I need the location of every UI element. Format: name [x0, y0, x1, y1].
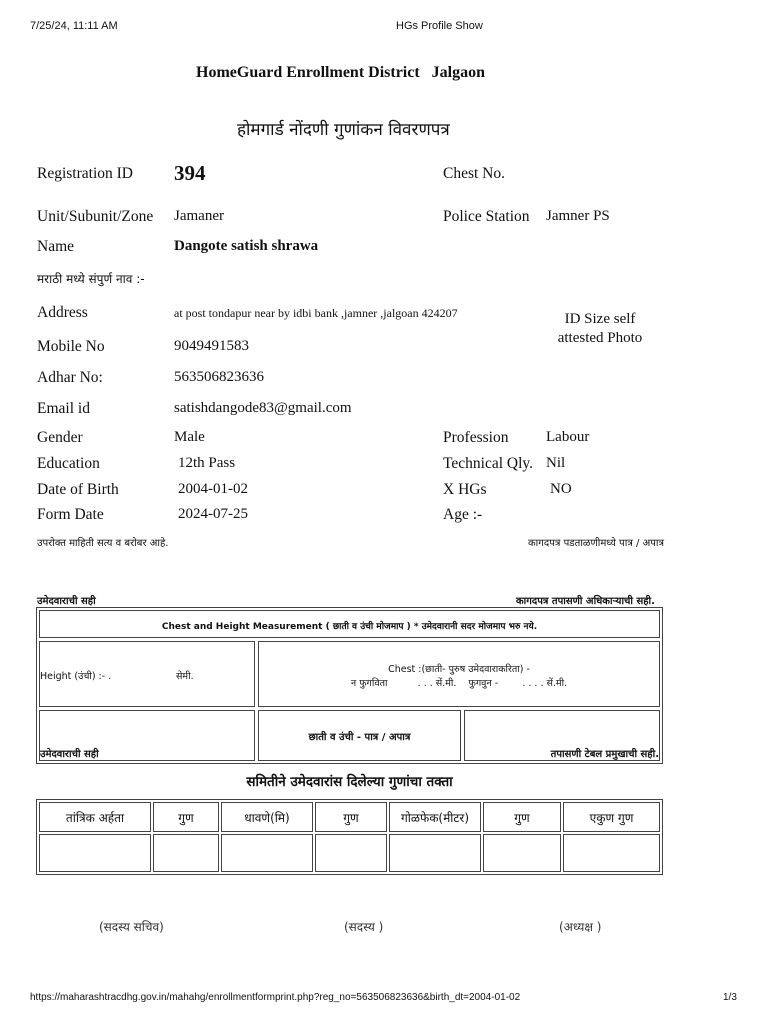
- dob-value: 2004-01-02: [178, 481, 248, 497]
- registration-id-value: 394: [174, 161, 206, 185]
- name-label: Name: [37, 238, 75, 255]
- unit-label: Unit/Subunit/Zone: [37, 208, 154, 225]
- height-unit: सेमी.: [176, 671, 194, 682]
- header-marks-3: गुण: [483, 802, 561, 832]
- height-label: Height (उंची) :- .: [40, 671, 112, 682]
- mobile-value: 9049491583: [174, 338, 249, 354]
- address-value: at post tondapur near by idbi bank ,jamner ,jalgoan 424207: [174, 306, 458, 320]
- email-label: Email id: [37, 400, 90, 417]
- age-label: Age :-: [443, 506, 483, 523]
- cell-technical-qualification: [39, 834, 151, 872]
- chest-measure-line: न फुगविता . . . सें.मी. फुगवुन - . . . . सें.मी.: [350, 678, 568, 689]
- marks-table-title: समितीने उमेदवारांस दिलेल्या गुणांचा तक्ता: [246, 774, 453, 790]
- education-label: Education: [37, 455, 100, 472]
- candidate-signature-label: उमेदवाराची सही: [37, 596, 96, 607]
- cell-marks-3: [483, 834, 561, 872]
- name-value: Dangote satish shrawa: [174, 238, 319, 254]
- chest-no-label: Chest No.: [443, 165, 505, 182]
- marks-table-row: [39, 834, 660, 872]
- header-running: धावणे(मि): [221, 802, 313, 832]
- email-value: satishdangode83@gmail.com: [174, 400, 352, 416]
- header-marks-1: गुण: [153, 802, 219, 832]
- cell-marks-1: [153, 834, 219, 872]
- table-head-signature: तपासणी टेबल प्रमुखाची सही.: [550, 749, 659, 760]
- document-verification-status: कागदपत्र पडताळणीमध्ये पात्र / अपात्र: [528, 538, 664, 549]
- police-station-label: Police Station: [443, 208, 530, 225]
- xhgs-value: NO: [550, 481, 572, 497]
- gender-label: Gender: [37, 429, 83, 446]
- adhar-value: 563506823636: [174, 369, 264, 385]
- technical-value: Nil: [546, 455, 566, 471]
- measurement-candidate-signature: उमेदवाराची सही: [40, 749, 99, 760]
- profession-value: Labour: [546, 429, 590, 445]
- education-value: 12th Pass: [178, 455, 236, 471]
- adhar-label: Adhar No:: [37, 369, 103, 386]
- cell-shot-put: [389, 834, 481, 872]
- registration-id-label: Registration ID: [37, 165, 133, 182]
- dob-label: Date of Birth: [37, 481, 119, 498]
- cell-running: [221, 834, 313, 872]
- form-date-label: Form Date: [37, 506, 104, 523]
- verification-officer-signature-label: कागदपत्र तपासणी अधिकाऱ्याची सही.: [516, 596, 655, 607]
- address-label: Address: [37, 304, 88, 321]
- header-technical-qualification: तांत्रिक अर्हता: [39, 802, 151, 832]
- unit-value: Jamaner: [174, 208, 224, 224]
- print-url: https://maharashtracdhg.gov.in/mahahg/enrollmentformprint.php?reg_no=563506823636&birth_dt=2004-01-02: [30, 992, 521, 1003]
- header-marks-2: गुण: [315, 802, 387, 832]
- marathi-name-label: मराठी मध्ये संपुर्ण नाव :-: [37, 272, 145, 286]
- photo-placeholder: [520, 310, 680, 348]
- declaration-text: उपरोक्त माहिती सत्य व बरोबर आहे.: [37, 538, 169, 549]
- chest-height-result: छाती व उंची - पात्र / अपात्र: [308, 732, 411, 743]
- police-station-value: Jamner PS: [546, 208, 610, 224]
- document-title-english: HomeGuard Enrollment District Jalgaon: [196, 64, 486, 81]
- photo-caption-line1: ID Size self: [564, 311, 636, 327]
- form-date-value: 2024-07-25: [178, 506, 248, 522]
- cell-total-marks: [563, 834, 660, 872]
- print-page-title: HGs Profile Show: [396, 20, 483, 32]
- print-page-number: 1/3: [723, 992, 737, 1003]
- document-title-marathi: होमगार्ड नोंदणी गुणांकन विवरणपत्र: [237, 120, 450, 140]
- marks-table: [36, 799, 663, 875]
- marks-table-header-row: [39, 802, 660, 832]
- profession-label: Profession: [443, 429, 509, 446]
- chairman-signature: (अध्यक्ष ): [559, 920, 602, 934]
- mobile-label: Mobile No: [37, 338, 105, 355]
- technical-label: Technical Qly.: [443, 455, 534, 472]
- header-shot-put: गोळफेक(मीटर): [389, 802, 481, 832]
- xhgs-label: X HGs: [443, 481, 487, 498]
- header-total-marks: एकुण गुण: [563, 802, 660, 832]
- member-signature: (सदस्य ): [344, 920, 384, 934]
- photo-caption-line2: attested Photo: [557, 330, 643, 346]
- print-datetime: 7/25/24, 11:11 AM: [30, 20, 118, 32]
- member-secretary-signature: (सदस्य सचिव): [99, 920, 164, 934]
- measurement-title: Chest and Height Measurement ( छाती व उंची मोजमाप ) * उमेदवारानी सदर मोजमाप भरु नये.: [161, 622, 538, 632]
- chest-label: Chest :(छाती- पुरुष उमेदवाराकरिता) -: [388, 664, 530, 675]
- cell-marks-2: [315, 834, 387, 872]
- gender-value: Male: [174, 429, 205, 445]
